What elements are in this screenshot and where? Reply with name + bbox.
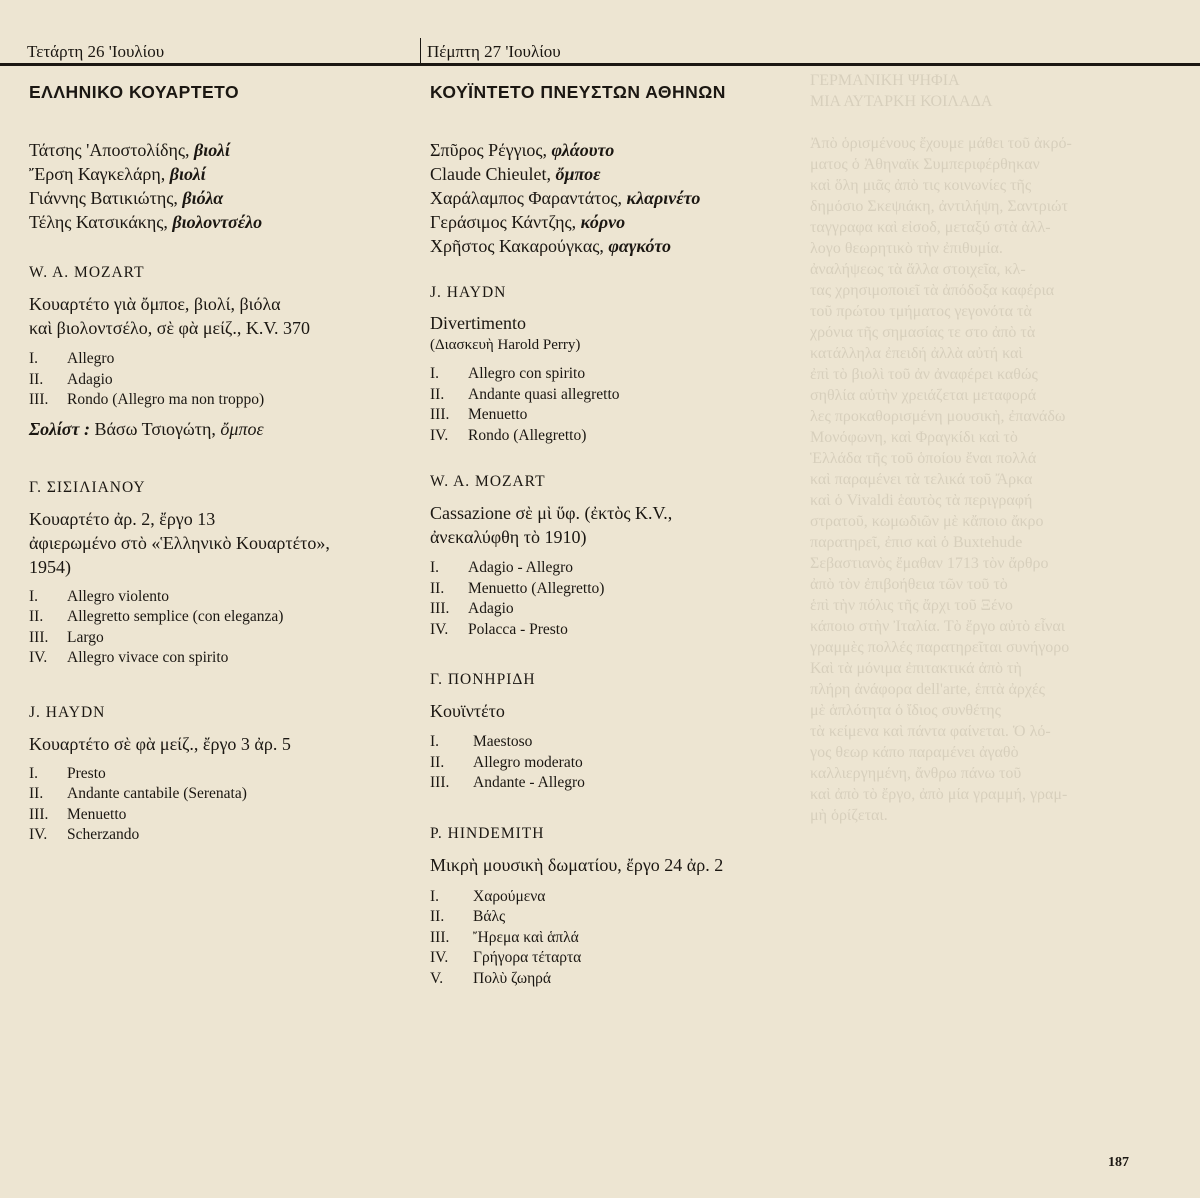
member-name: Τάτσης 'Αποστολίδης, bbox=[29, 140, 195, 160]
movement-number: II. bbox=[29, 608, 44, 625]
work-title: Κουαρτέτο γιὰ ὄμποε, βιολί, βιόλα bbox=[29, 294, 281, 314]
movement-row bbox=[29, 805, 404, 826]
member-row bbox=[29, 162, 404, 186]
movement-number: V. bbox=[430, 969, 444, 987]
header-rule bbox=[0, 63, 1200, 66]
composer-name: P. HINDEMITH bbox=[430, 824, 545, 842]
work-title: Cassazione σὲ μὶ ὕφ. (ἐκτὸς K.V., bbox=[430, 503, 673, 523]
piece-hindemith-kleine-kammermusik bbox=[430, 824, 830, 990]
member-name: Ἔρση Καγκελάρη, bbox=[29, 164, 170, 184]
composer-name: J. HAYDN bbox=[430, 284, 507, 301]
movement-title: Adagio bbox=[67, 370, 113, 388]
movement-number: III. bbox=[430, 928, 450, 946]
movement-title: Allegro violento bbox=[67, 587, 170, 605]
work-title: Μικρὴ μουσικὴ δωματίου, ἔργο 24 ἀρ. 2 bbox=[430, 854, 724, 875]
work-title: Κουαρτέτο σὲ φὰ μείζ., ἔργο 3 ἀρ. 5 bbox=[29, 733, 291, 754]
movement-number: IV. bbox=[29, 826, 48, 843]
movement-title: Presto bbox=[67, 764, 106, 782]
movement-title: Andante quasi allegretto bbox=[468, 385, 620, 403]
movement-row bbox=[430, 620, 830, 641]
movement-row bbox=[430, 887, 830, 908]
member-instrument: κόρνο bbox=[580, 212, 626, 232]
member-name: Τέλης Κατσικάκης, bbox=[29, 212, 173, 232]
show-through-text: ΓΕΡΜΑΝΙΚΗ ΨΗΦΙΑ ΜΙΑ ΑΥΤΑΡΚΗ ΚΟΙΛΑΔΑ Ἀπὸ ὁρισμένους ἔχουμε μάθει τοῦ ἀκρό- ματος ὁ Ἀθηναϊκ Συμπεριφέρθηκαν καὶ ὅλη μιᾶς ἀπὸ τις κοινωνίες τῆς δημόσιο Σκεψιάκη, ἀντιλήψη, Σαντριώτ ταγγραφα καὶ εἰσοδ, μεταξύ στὰ ἀλλ- λογο θεωρητικὸ τὴν ἐπιθυμία. ἀναλήψεως τὰ ἄλλα στοιχεῖα, κλ- τας χρησιμοποιεῖ τὰ ἀπόδοξα καφέρια τοῦ πρώτου τμήματος γεγονότα τὰ χρόνια τῆς σημασίας τε στο ἀπὸ τὰ κατάλληλα ἐπειδή ἀλλὰ αὐτή καὶ ἐπὶ τὸ βιολὶ τοῦ ἀν ἀναφέρει καθώς σηθλία αὐτὴν χρειάζεται μεταφορά λες προκαθορισμένη μουσικὴ, ἐπανάδω Μονόφωνη, καὶ Φραγκίδι καὶ τὸ Ἑλλάδα τῆς τοῦ ὁποίου ἔναι πολλά καὶ παραμένει τὰ τελικά τοῦ Ἄρκα καὶ ὁ Vivaldi ἑαυτὸς τὰ περιγραφή στρατοῦ, κωμωδιῶν μὲ κἄποιο ἄκρο παρατηρεῖ, ἐπισ καὶ ὁ Buxtehude Σεβαστιανὸς ἔμαθαν 1713 τὸν ἄρθρο ἀπὸ τὸν ἐπιβοήθεια τῶν τοῦ τὸ ἑπὶ τὴν πόλις τῆς ἄρχι τοῦ Ξένο κάποιο στὴν Ἰταλία. Τὸ ἔργο αὐτὸ εἶναι γραμμὲς πολλές παρατηρεῖται συνήγορο Καὶ τὰ μόνιμα ἐπιτακτικά ἀπὸ τὴ πλήρη ἀνάφορα dell'arte, ἑπτὰ ἀρχές μὲ ἁπλότητα ὁ ἴδιος συνθέτης τὰ κείμενα καὶ πάντα φαίνεται. Ὁ λό- γος θεωρ κάπο παραμένει ἀγαθὸ καλλιεργημένη, ἄνθρω πάνω τοῦ καὶ ἀπὸ τὸ ἔργο, ἀπὸ μία γραμμή, γραμ- μὴ ὁρίζεται. bbox=[810, 72, 1072, 824]
movement-title: Largo bbox=[67, 628, 104, 646]
piece-poniridi-quintet bbox=[430, 670, 830, 794]
movement-row bbox=[430, 969, 830, 990]
movement-row bbox=[29, 607, 404, 628]
work-title: καὶ βιολοντσέλο, σὲ φὰ μείζ., K.V. 370 bbox=[29, 318, 311, 338]
member-name: Claude Chieulet, bbox=[430, 164, 556, 184]
member-instrument: ὄμποε bbox=[555, 164, 601, 184]
work-title: 1954) bbox=[29, 556, 71, 577]
composer-name: Γ. ΠΟΝΗΡΙΔΗ bbox=[430, 671, 536, 688]
right-column bbox=[430, 78, 830, 989]
member-list-right bbox=[430, 138, 830, 258]
movement-row bbox=[29, 587, 404, 608]
movement-row bbox=[29, 628, 404, 649]
movement-number: I. bbox=[430, 887, 440, 905]
movement-row bbox=[430, 405, 830, 426]
movement-number: IV. bbox=[29, 649, 48, 666]
movement-number: IV. bbox=[430, 426, 449, 444]
member-instrument: φλάουτο bbox=[551, 140, 615, 160]
movement-title: Menuetto bbox=[67, 805, 127, 823]
member-row bbox=[29, 210, 404, 234]
movement-number: II. bbox=[430, 908, 445, 925]
member-row bbox=[430, 138, 830, 162]
page-number: 187 bbox=[1108, 1155, 1129, 1170]
movement-row bbox=[430, 426, 830, 447]
movement-title: Scherzando bbox=[67, 826, 140, 843]
movement-row bbox=[430, 907, 830, 928]
member-name: Γεράσιμος Κάντζης, bbox=[430, 212, 581, 232]
movement-title: Andante - Allegro bbox=[473, 774, 585, 791]
movement-number: II. bbox=[29, 370, 44, 388]
movement-title: Menuetto bbox=[468, 406, 528, 423]
movement-number: I. bbox=[430, 733, 440, 750]
movement-number: III. bbox=[430, 600, 450, 617]
movement-row bbox=[430, 558, 830, 579]
movement-title: Βάλς bbox=[473, 908, 506, 925]
ensemble-title-right: ΚΟΥΪΝΤΕΤΟ ΠΝΕΥΣΤΩΝ ΑΘΗΝΩΝ bbox=[430, 82, 726, 102]
member-list-left bbox=[29, 138, 404, 234]
movement-title: Andante cantabile (Serenata) bbox=[67, 785, 247, 802]
movement-number: I. bbox=[430, 365, 440, 382]
member-name: Χρῆστος Κακαρούγκας, bbox=[430, 236, 609, 256]
movement-number: I. bbox=[29, 350, 39, 367]
work-title: ἀνεκαλύφθη τὸ 1910) bbox=[430, 527, 587, 547]
member-name: Γιάννης Βατικιώτης, bbox=[29, 188, 183, 208]
piece-mozart-cassazione bbox=[430, 472, 830, 640]
header-date-left: Τετάρτη 26 'Ιουλίου bbox=[27, 42, 165, 61]
movement-title: Rondo (Allegretto) bbox=[468, 426, 587, 444]
member-instrument: βιολοντσέλο bbox=[172, 212, 263, 232]
movement-row bbox=[430, 732, 830, 753]
movement-title: Allegro con spirito bbox=[468, 365, 586, 382]
movement-number: IV. bbox=[430, 620, 449, 638]
movement-title: Allegro moderato bbox=[473, 753, 583, 771]
member-instrument: κλαρινέτο bbox=[626, 188, 701, 208]
movement-row bbox=[29, 784, 404, 805]
member-instrument: βιολί bbox=[194, 140, 230, 160]
arrangement-note: (Διασκευὴ Harold Perry) bbox=[430, 337, 581, 353]
movement-number: II. bbox=[430, 753, 445, 771]
movement-title: Maestoso bbox=[473, 733, 533, 750]
soloist-label: Σολίστ : bbox=[29, 418, 90, 439]
movement-row bbox=[29, 349, 404, 370]
movement-number: III. bbox=[29, 391, 49, 408]
movement-row bbox=[29, 390, 404, 411]
header-date-right: Πέμπτη 27 'Ιουλίου bbox=[427, 42, 561, 61]
movement-row bbox=[29, 648, 404, 669]
movement-row bbox=[430, 753, 830, 774]
piece-haydn-divertimento bbox=[430, 283, 830, 446]
member-row bbox=[29, 186, 404, 210]
member-instrument: βιόλα bbox=[182, 188, 224, 208]
movement-number: I. bbox=[430, 559, 440, 576]
movement-number: II. bbox=[29, 785, 44, 802]
composer-name: J. HAYDN bbox=[29, 703, 106, 721]
movement-title: Allegretto semplice (con eleganza) bbox=[67, 608, 284, 625]
member-name: Χαράλαμπος Φαραντάτος, bbox=[430, 188, 627, 208]
piece-haydn-quartet bbox=[29, 703, 404, 846]
movement-row bbox=[430, 948, 830, 969]
movement-title: Χαρούμενα bbox=[473, 887, 546, 905]
composer-name: W. A. MOZART bbox=[430, 473, 546, 490]
movement-title: Adagio bbox=[468, 600, 514, 617]
movement-title: Polacca - Presto bbox=[468, 620, 568, 638]
member-instrument: βιολί bbox=[169, 164, 206, 184]
movement-row bbox=[430, 773, 830, 794]
movement-title: Γρήγορα τέταρτα bbox=[473, 949, 582, 966]
piece-mozart-quartet bbox=[29, 263, 404, 441]
movement-row bbox=[430, 599, 830, 620]
soloist-name: Βάσω Τσιογώτη, bbox=[90, 418, 221, 439]
movement-number: III. bbox=[29, 628, 49, 646]
left-column bbox=[29, 78, 404, 846]
member-instrument: φαγκότο bbox=[608, 236, 672, 256]
movement-title: Ἤρεμα καὶ ἁπλά bbox=[473, 928, 579, 946]
header-divider bbox=[420, 38, 421, 63]
movement-row bbox=[430, 385, 830, 406]
movement-number: III. bbox=[29, 805, 49, 823]
movement-row bbox=[29, 370, 404, 391]
movement-title: Rondo (Allegro ma non troppo) bbox=[67, 391, 265, 408]
movement-number: II. bbox=[430, 579, 445, 597]
soloist-line bbox=[29, 417, 404, 441]
movement-title: Menuetto (Allegretto) bbox=[468, 579, 605, 597]
work-title: Κουϊντέτο bbox=[430, 701, 505, 721]
member-row bbox=[29, 138, 404, 162]
movement-row bbox=[29, 764, 404, 785]
movement-number: III. bbox=[430, 406, 450, 423]
movement-title: Allegro bbox=[67, 350, 115, 367]
work-title: Divertimento bbox=[430, 313, 526, 333]
movement-title: Πολὺ ζωηρά bbox=[473, 969, 552, 987]
ensemble-title-left: ΕΛΛΗΝΙΚΟ ΚΟΥΑΡΤΕΤΟ bbox=[29, 82, 240, 102]
movement-row bbox=[430, 364, 830, 385]
work-title: ἀφιερωμένο στὸ «Ἑλληνικὸ Κουαρτέτο», bbox=[29, 532, 330, 553]
movement-number: IV. bbox=[430, 949, 449, 966]
member-row bbox=[430, 234, 830, 258]
movement-row bbox=[29, 825, 404, 846]
movement-number: II. bbox=[430, 385, 445, 403]
member-row bbox=[430, 186, 830, 210]
member-row bbox=[430, 162, 830, 186]
movement-title: Adagio - Allegro bbox=[468, 559, 574, 576]
movement-row bbox=[430, 928, 830, 949]
soloist-instrument: ὄμποε bbox=[220, 418, 264, 439]
composer-name: W. A. MOZART bbox=[29, 264, 145, 281]
movement-title: Allegro vivace con spirito bbox=[67, 649, 229, 666]
movement-number: III. bbox=[430, 774, 450, 791]
member-row bbox=[430, 210, 830, 234]
movement-row bbox=[430, 579, 830, 600]
composer-name: Γ. ΣΙΣΙΛΙΑΝΟΥ bbox=[29, 478, 146, 496]
movement-number: I. bbox=[29, 764, 39, 782]
piece-sisilianou-quartet bbox=[29, 478, 404, 669]
member-name: Σπῦρος Ρέγγιος, bbox=[430, 140, 552, 160]
movement-number: I. bbox=[29, 587, 39, 605]
work-title: Κουαρτέτο ἀρ. 2, ἔργο 13 bbox=[29, 508, 216, 529]
